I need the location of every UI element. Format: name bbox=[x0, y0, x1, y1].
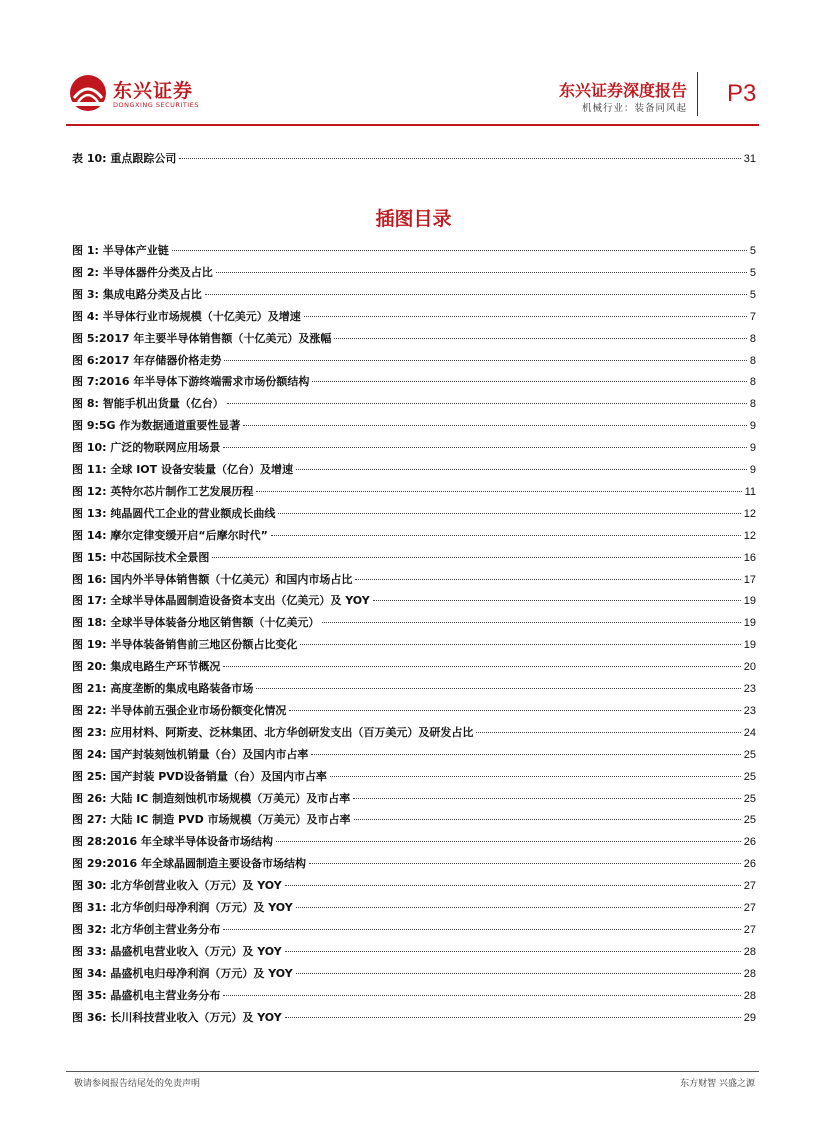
toc-entry-page: 25 bbox=[743, 814, 756, 827]
toc-entry-label: 图 8: 智能手机出货量（亿台） bbox=[72, 397, 224, 411]
toc-entry-page: 9 bbox=[749, 420, 756, 433]
toc-entry-label: 表 10: 重点跟踪公司 bbox=[72, 152, 177, 165]
toc-entry-figure[interactable] bbox=[72, 374, 756, 390]
toc-entry-label: 图 21: 高度垄断的集成电路装备市场 bbox=[72, 682, 254, 695]
toc-leader-dots bbox=[276, 841, 741, 842]
toc-entry-figure[interactable] bbox=[72, 550, 756, 566]
toc-entry-page: 12 bbox=[743, 507, 756, 520]
toc-leader-dots bbox=[330, 776, 741, 777]
toc-entry-figure[interactable] bbox=[72, 812, 756, 828]
toc-entry-label: 图 9:5G 作为数据通道重要性显著 bbox=[72, 419, 241, 433]
toc-entry-label: 图 17: 全球半导体晶圆制造设备资本支出（亿美元）及 YOY bbox=[72, 594, 370, 608]
toc-leader-dots bbox=[223, 995, 740, 996]
toc-entry-page: 27 bbox=[743, 880, 756, 893]
toc-entry-figure[interactable] bbox=[72, 572, 756, 588]
toc-entry-figure[interactable] bbox=[72, 506, 756, 522]
toc-leader-dots bbox=[296, 907, 741, 908]
toc-entry-label: 图 28:2016 年全球半导体设备市场结构 bbox=[72, 835, 273, 849]
toc-entry-figure[interactable] bbox=[72, 243, 756, 259]
toc-entry-label: 图 3: 集成电路分类及占比 bbox=[72, 287, 202, 301]
toc-entry-figure[interactable] bbox=[72, 593, 756, 609]
toc-entry-label: 图 1: 半导体产业链 bbox=[72, 244, 169, 257]
toc-entry-label: 图 29:2016 年全球晶圆制造主要设备市场结构 bbox=[72, 857, 306, 871]
toc-entry-table-10[interactable] bbox=[72, 151, 756, 167]
toc-entry-page: 5 bbox=[749, 288, 756, 301]
toc-entry-figure[interactable] bbox=[72, 659, 756, 675]
toc-entry-page: 23 bbox=[743, 683, 756, 695]
toc-entry-page: 5 bbox=[749, 245, 756, 257]
toc-entry-figure[interactable] bbox=[72, 878, 756, 894]
toc-leader-dots bbox=[224, 360, 747, 361]
toc-leader-dots bbox=[205, 294, 747, 295]
toc-entry-page: 23 bbox=[743, 704, 756, 717]
header-rule bbox=[66, 124, 759, 126]
footer-slogan: 东方财智 兴盛之源 bbox=[680, 1079, 755, 1089]
toc-entry-page: 8 bbox=[749, 354, 756, 367]
toc-leader-dots bbox=[223, 666, 740, 667]
toc-entry-label: 图 14: 摩尔定律变缓开启“后摩尔时代” bbox=[72, 528, 268, 542]
toc-entry-page: 28 bbox=[743, 967, 756, 980]
company-logo bbox=[66, 70, 206, 114]
toc-entry-figure[interactable] bbox=[72, 944, 756, 960]
toc-leader-dots bbox=[212, 557, 740, 558]
toc-leader-dots bbox=[300, 644, 740, 645]
toc-entry-figure[interactable] bbox=[72, 440, 756, 456]
toc-entry-label: 图 36: 长川科技营业收入（万元）及 YOY bbox=[72, 1010, 282, 1024]
toc-entry-label: 图 11: 全球 IOT 设备安装量（亿台）及增速 bbox=[72, 463, 293, 476]
toc-leader-dots bbox=[354, 819, 741, 820]
toc-entry-figure[interactable] bbox=[72, 418, 756, 434]
toc-entry-page: 27 bbox=[743, 902, 756, 914]
toc-leader-dots bbox=[476, 732, 740, 733]
toc-entry-figure[interactable] bbox=[72, 966, 756, 982]
toc-entry-page: 9 bbox=[749, 464, 756, 476]
toc-entry-label: 图 10: 广泛的物联网应用场景 bbox=[72, 441, 221, 455]
toc-entry-label: 图 2: 半导体器件分类及占比 bbox=[72, 265, 213, 279]
toc-entry-page: 28 bbox=[743, 945, 756, 958]
toc-entry-label: 图 34: 晶盛机电归母净利润（万元）及 YOY bbox=[72, 966, 293, 980]
toc-entry-label: 图 5:2017 年主要半导体销售额（十亿美元）及涨幅 bbox=[72, 331, 332, 345]
toc-entry-label: 图 18: 全球半导体装备分地区销售额（十亿美元） bbox=[72, 616, 320, 630]
toc-entry-label: 图 13: 纯晶圆代工企业的营业额成长曲线 bbox=[72, 506, 276, 520]
toc-leader-dots bbox=[296, 973, 741, 974]
toc-entry-page: 5 bbox=[749, 266, 756, 279]
toc-entry-label: 图 20: 集成电路生产环节概况 bbox=[72, 660, 221, 674]
logo-text-cn: 东兴证券 bbox=[113, 80, 194, 102]
toc-entry-page: 8 bbox=[749, 332, 756, 345]
toc-leader-dots bbox=[334, 338, 747, 339]
toc-entry-label: 图 26: 大陆 IC 制造刻蚀机市场规模（万美元）及市占率 bbox=[72, 791, 351, 805]
toc-leader-dots bbox=[285, 951, 741, 952]
toc-entry-label: 图 6:2017 年存储器价格走势 bbox=[72, 353, 222, 367]
toc-entry-figure[interactable] bbox=[72, 834, 756, 850]
toc-entry-label: 图 7:2016 年半导体下游终端需求市场份额结构 bbox=[72, 375, 310, 389]
toc-entry-figure[interactable] bbox=[72, 615, 756, 631]
toc-leader-dots bbox=[271, 535, 741, 536]
page-number: P3 bbox=[727, 80, 757, 107]
toc-entry-page: 24 bbox=[743, 726, 756, 739]
toc-leader-dots bbox=[216, 272, 747, 273]
toc-entry-page: 31 bbox=[743, 153, 756, 165]
logo-text-en: DONGXING SECURITIES bbox=[113, 101, 199, 109]
toc-entry-figure[interactable] bbox=[72, 922, 756, 938]
toc-entry-label: 图 27: 大陆 IC 制造 PVD 市场规模（万美元）及市占率 bbox=[72, 813, 351, 827]
toc-entry-figure[interactable] bbox=[72, 265, 756, 281]
toc-entry-page: 19 bbox=[743, 639, 756, 652]
toc-entry-page: 17 bbox=[743, 573, 756, 586]
toc-entry-page: 20 bbox=[743, 661, 756, 674]
report-title: 东兴证券深度报告 bbox=[558, 81, 687, 100]
report-subtitle: 机械行业：装备同风起 bbox=[581, 103, 687, 114]
toc-entry-page: 27 bbox=[743, 923, 756, 936]
toc-leader-dots bbox=[355, 579, 740, 580]
toc-entry-page: 11 bbox=[744, 485, 756, 498]
toc-leader-dots bbox=[223, 447, 747, 448]
toc-leader-dots bbox=[227, 403, 747, 404]
toc-entry-label: 图 15: 中芯国际技术全景图 bbox=[72, 550, 210, 564]
toc-leader-dots bbox=[296, 469, 747, 470]
toc-entry-page: 26 bbox=[743, 858, 756, 871]
toc-entry-page: 7 bbox=[749, 310, 756, 323]
toc-entry-figure[interactable] bbox=[72, 900, 756, 916]
toc-entry-page: 25 bbox=[743, 770, 756, 783]
footer-disclaimer: 敬请参阅报告结尾处的免责声明 bbox=[74, 1079, 201, 1089]
toc-entry-figure[interactable] bbox=[72, 769, 756, 785]
toc-entry-label: 图 25: 国产封装 PVD设备销量（台）及国内市占率 bbox=[72, 769, 327, 783]
footer-rule bbox=[66, 1071, 759, 1072]
toc-leader-dots bbox=[311, 754, 740, 755]
toc-leader-dots bbox=[289, 710, 740, 711]
toc-leader-dots bbox=[285, 1017, 741, 1018]
toc-entry-figure[interactable] bbox=[72, 353, 756, 369]
toc-leader-dots bbox=[373, 600, 741, 601]
toc-entry-figure[interactable] bbox=[72, 1010, 756, 1026]
toc-entry-page: 19 bbox=[743, 595, 756, 608]
toc-entry-label: 图 35: 晶盛机电主营业务分布 bbox=[72, 988, 221, 1002]
toc-entry-figure[interactable] bbox=[72, 681, 756, 697]
toc-entry-label: 图 16: 国内外半导体销售额（十亿美元）和国内市场占比 bbox=[72, 572, 353, 586]
toc-leader-dots bbox=[243, 425, 746, 426]
toc-entry-figure[interactable] bbox=[72, 988, 756, 1004]
toc-entry-figure[interactable] bbox=[72, 287, 756, 303]
toc-entry-page: 16 bbox=[743, 551, 756, 564]
toc-entry-page: 8 bbox=[749, 376, 756, 389]
toc-entry-figure[interactable] bbox=[72, 484, 756, 500]
toc-entry-page: 29 bbox=[743, 1011, 756, 1024]
toc-entry-page: 19 bbox=[743, 617, 756, 630]
toc-entry-page: 26 bbox=[743, 836, 756, 849]
toc-entry-figure[interactable] bbox=[72, 703, 756, 719]
toc-leader-dots bbox=[285, 885, 741, 886]
toc-entry-figure[interactable] bbox=[72, 528, 756, 544]
toc-entry-label: 图 33: 晶盛机电营业收入（万元）及 YOY bbox=[72, 944, 282, 958]
toc-leader-dots bbox=[256, 491, 741, 492]
toc-entry-page: 12 bbox=[743, 529, 756, 542]
toc-leader-dots bbox=[256, 688, 740, 689]
toc-entry-figure[interactable] bbox=[72, 637, 756, 653]
toc-leader-dots bbox=[309, 863, 741, 864]
toc-leader-dots bbox=[304, 316, 747, 317]
toc-entry-label: 图 31: 北方华创归母净利润（万元）及 YOY bbox=[72, 901, 293, 914]
dongxing-logo-icon bbox=[66, 74, 110, 112]
toc-entry-figure[interactable] bbox=[72, 309, 756, 325]
toc-entry-figure[interactable] bbox=[72, 747, 756, 763]
toc-entry-page: 8 bbox=[749, 398, 756, 411]
toc-entry-page: 25 bbox=[743, 792, 756, 805]
toc-leader-dots bbox=[312, 381, 747, 382]
toc-entry-label: 图 4: 半导体行业市场规模（十亿美元）及增速 bbox=[72, 309, 301, 323]
toc-entry-figure[interactable] bbox=[72, 725, 756, 741]
toc-entry-label: 图 19: 半导体装备销售前三地区份额占比变化 bbox=[72, 638, 298, 652]
toc-leader-dots bbox=[179, 158, 740, 159]
toc-entry-label: 图 24: 国产封装刻蚀机销量（台）及国内市占率 bbox=[72, 747, 309, 761]
toc-leader-dots bbox=[353, 798, 741, 799]
toc-entry-figure[interactable] bbox=[72, 396, 756, 412]
toc-entry-label: 图 23: 应用材料、阿斯麦、泛林集团、北方华创研发支出（百万美元）及研发占比 bbox=[72, 725, 474, 739]
toc-entry-label: 图 22: 半导体前五强企业市场份额变化情况 bbox=[72, 703, 287, 717]
toc-entry-label: 图 12: 英特尔芯片制作工艺发展历程 bbox=[72, 484, 254, 498]
toc-leader-dots bbox=[172, 250, 747, 251]
figures-toc-title: 插图目录 bbox=[375, 208, 452, 230]
header-divider bbox=[697, 72, 698, 116]
toc-entry-label: 图 30: 北方华创营业收入（万元）及 YOY bbox=[72, 879, 282, 893]
toc-entry-figure[interactable] bbox=[72, 331, 756, 347]
toc-leader-dots bbox=[223, 929, 740, 930]
toc-entry-figure[interactable] bbox=[72, 856, 756, 872]
toc-entry-page: 25 bbox=[743, 748, 756, 761]
toc-entry-page: 28 bbox=[743, 989, 756, 1002]
toc-leader-dots bbox=[278, 513, 740, 514]
toc-entry-figure[interactable] bbox=[72, 791, 756, 807]
toc-leader-dots bbox=[322, 622, 740, 623]
toc-entry-page: 9 bbox=[749, 442, 756, 455]
toc-entry-figure[interactable] bbox=[72, 462, 756, 478]
toc-entry-label: 图 32: 北方华创主营业务分布 bbox=[72, 922, 221, 936]
